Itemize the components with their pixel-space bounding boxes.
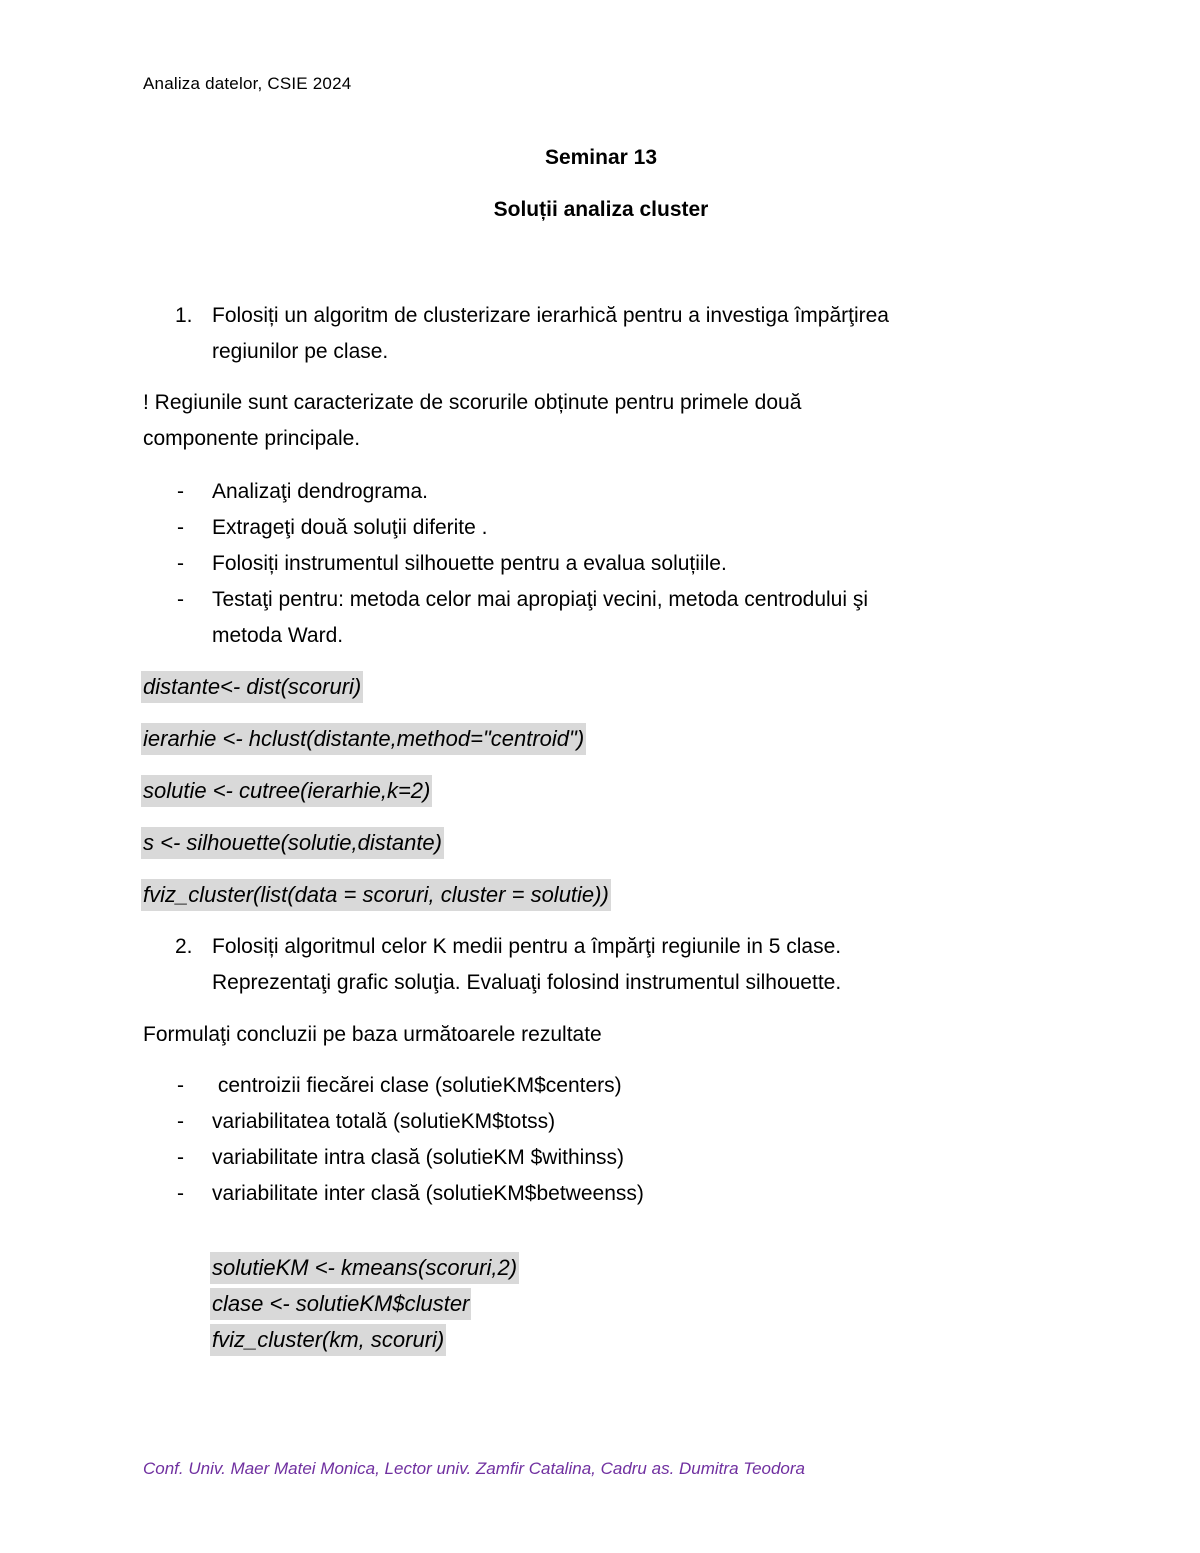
code-line: ierarhie <- hclust(distante,method="centroid") xyxy=(141,723,586,755)
list-item xyxy=(143,582,1043,654)
list-item xyxy=(143,1140,1043,1176)
code-line: fviz_cluster(km, scoruri) xyxy=(210,1324,446,1356)
code-line: s <- silhouette(solutie,distante) xyxy=(141,827,444,859)
note-line: componente principale. xyxy=(143,427,361,450)
list-item xyxy=(143,1068,1043,1104)
code-line: solutieKM <- kmeans(scoruri,2) xyxy=(210,1252,519,1284)
task-2-text-line: Folosiți algoritmul celor K medii pentru a împărţi regiunile in 5 clase. xyxy=(212,935,842,958)
list-item-text: Extrageţi două soluţii diferite . xyxy=(212,516,488,539)
list-item-text xyxy=(212,582,1043,654)
list-item xyxy=(143,1104,1043,1140)
task-1-text-line: Folosiți un algoritm de clusterizare ierarhică pentru a investiga împărţirea xyxy=(212,304,889,327)
page-subtitle: Soluții analiza cluster xyxy=(493,198,709,221)
note xyxy=(143,385,1063,457)
list-item-text-line: metoda Ward. xyxy=(212,624,344,647)
page-footer: Conf. Univ. Maer Matei Monica, Lector univ. Zamfir Catalina, Cadru as. Dumitra Teodora xyxy=(143,1459,806,1478)
list-dash: - xyxy=(177,1110,184,1133)
task-1-number: 1. xyxy=(175,304,193,327)
page-header: Analiza datelor, CSIE 2024 xyxy=(143,74,352,93)
task-2-text-line: Reprezentaţi grafic soluţia. Evaluaţi folosind instrumentul silhouette. xyxy=(212,971,842,994)
list-dash: - xyxy=(177,480,184,503)
list-item-text: variabilitate inter clasă (solutieKM$betweenss) xyxy=(212,1182,644,1205)
task-1-text-line: regiunilor pe clase. xyxy=(212,340,389,363)
list-item xyxy=(143,1176,1043,1212)
conclusions-intro: Formulaţi concluzii pe baza următoarele rezultate xyxy=(143,1023,602,1046)
page-title: Seminar 13 xyxy=(544,146,658,169)
list-item xyxy=(143,474,1043,510)
code-line: fviz_cluster(list(data = scoruri, cluster = solutie)) xyxy=(141,879,611,911)
task-1-text xyxy=(212,298,1043,370)
code-line: clase <- solutieKM$cluster xyxy=(210,1288,471,1320)
code-line: solutie <- cutree(ierarhie,k=2) xyxy=(141,775,432,807)
list-item-text: centroizii fiecărei clase (solutieKM$centers) xyxy=(212,1074,622,1097)
list-dash: - xyxy=(177,588,184,611)
list-item xyxy=(143,510,1043,546)
list-dash: - xyxy=(177,516,184,539)
list-item-text: Analizaţi dendrograma. xyxy=(212,480,428,503)
list-item-text-line: Testaţi pentru: metoda celor mai apropiaţi vecini, metoda centrodului şi xyxy=(212,588,869,611)
list-dash: - xyxy=(177,1146,184,1169)
list-item-text: variabilitate intra clasă (solutieKM $withinss) xyxy=(212,1146,624,1169)
task-2-number: 2. xyxy=(175,935,193,958)
list-item xyxy=(143,546,1043,582)
code-line: distante<- dist(scoruri) xyxy=(141,671,363,703)
list-item-text: variabilitatea totală (solutieKM$totss) xyxy=(212,1110,556,1133)
list-item-text: Folosiți instrumentul silhouette pentru a evalua soluțiile. xyxy=(212,552,727,575)
task-1 xyxy=(143,298,1043,370)
task-2-text xyxy=(212,929,1043,1001)
task-2 xyxy=(143,929,1043,1001)
list-dash: - xyxy=(177,1182,184,1205)
list-dash: - xyxy=(177,552,184,575)
list-dash: - xyxy=(177,1074,184,1097)
note-line: ! Regiunile sunt caracterizate de scorurile obținute pentru primele două xyxy=(143,391,802,414)
